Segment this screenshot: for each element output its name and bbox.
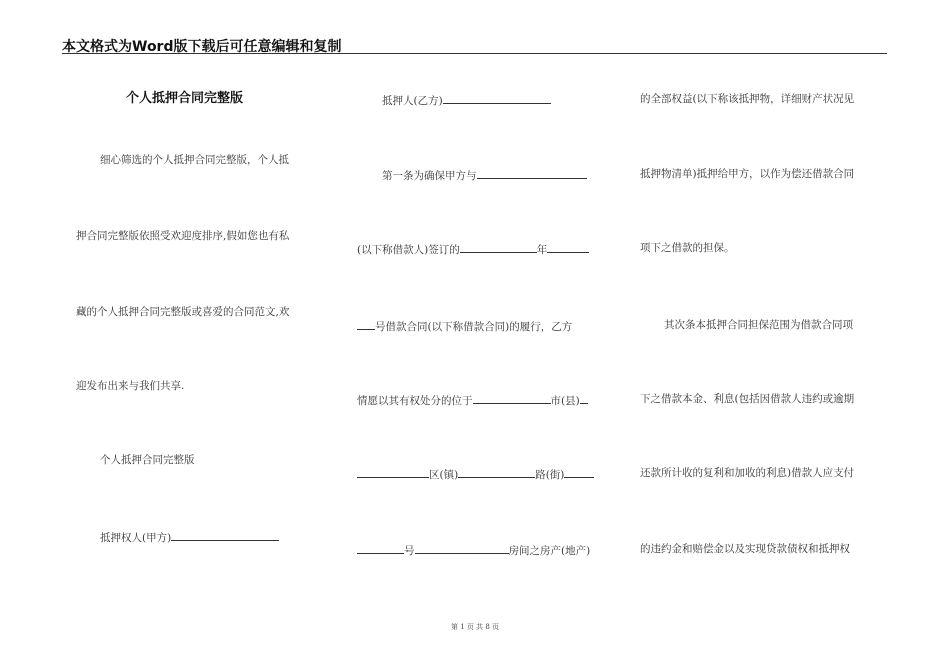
- city-blank[interactable]: [580, 392, 588, 404]
- clause1-text-b2: 年: [536, 244, 548, 256]
- clause1-text-b1: (以下称借款人)签订的: [357, 244, 460, 256]
- clause1-text-f2: 房间之房产(地产): [508, 545, 591, 557]
- room-blank[interactable]: [415, 542, 509, 554]
- clause1-text-d2: 市(县): [550, 395, 580, 407]
- right-line-5: 下之借款本金、利息(包括因借款人违约或逾期: [640, 393, 855, 405]
- intro-line-1: 细心筛选的个人抵押合同完整版，个人抵: [100, 154, 289, 166]
- clause1-line-c: [357, 318, 572, 334]
- clause1-text-d1: 情愿以其有权处分的位于: [357, 395, 473, 407]
- clause1-text-c: 号借款合同(以下称借款合同)的履行，乙方: [375, 321, 573, 333]
- intro-line-4: 迎发布出来与我们共享.: [76, 380, 185, 392]
- clause1-text-a: 第一条为确保甲方与: [382, 170, 477, 182]
- mortgagee-blank[interactable]: [171, 529, 279, 541]
- clause1-text-e2: 路(街): [535, 469, 565, 481]
- mortgagee-label: 抵押权人(甲方): [100, 532, 172, 544]
- year-blank[interactable]: [547, 241, 589, 253]
- section-subtitle: 个人抵押合同完整版: [100, 454, 195, 466]
- mortgagor-label: 抵押人(乙方): [382, 95, 443, 107]
- right-line-1: 的全部权益(以下称该抵押物，详细财产状况见: [640, 93, 855, 105]
- contract-signer-blank[interactable]: [460, 241, 537, 253]
- road-blank[interactable]: [458, 466, 535, 478]
- clause1-line-f: [357, 542, 590, 558]
- location-blank[interactable]: [473, 392, 551, 404]
- number-blank[interactable]: [357, 542, 404, 554]
- clause1-text-f1: 号: [404, 545, 415, 557]
- header-divider: [62, 53, 887, 54]
- contract-number-blank[interactable]: [357, 318, 375, 330]
- clause1-line-d: [357, 392, 588, 408]
- clause1-text-e1: 区(镇): [429, 469, 459, 481]
- clause1-line-e: [357, 466, 594, 482]
- right-line-6: 还款所计收的复利和加收的利息)借款人应支付: [640, 467, 855, 479]
- mortgagor-blank[interactable]: [443, 92, 551, 104]
- clause1-line-b: [357, 241, 589, 257]
- right-line-3: 项下之借款的担保。: [640, 242, 735, 254]
- mortgagor-line: [382, 92, 551, 108]
- street-blank[interactable]: [564, 466, 594, 478]
- document-title: 个人抵押合同完整版: [126, 91, 244, 106]
- document-header: 本文格式为Word版下载后可任意编辑和复制: [62, 39, 342, 55]
- right-line-2: 抵押物清单)抵押给甲方，以作为偿还借款合同: [640, 168, 855, 180]
- intro-line-3: 藏的个人抵押合同完整版或喜爱的合同范文,欢: [76, 306, 290, 318]
- lender-blank[interactable]: [477, 167, 587, 179]
- intro-line-2: 押合同完整版依照受欢迎度排序,假如您也有私: [76, 230, 290, 242]
- right-line-4: 其次条本抵押合同担保范围为借款合同项: [664, 319, 853, 331]
- right-line-7: 的违约金和赔偿金以及实现贷款债权和抵押权: [640, 543, 850, 555]
- page-number-footer: 第 1 页 共 8 页: [450, 623, 500, 631]
- mortgagee-line: [100, 529, 279, 545]
- district-blank[interactable]: [357, 466, 429, 478]
- clause1-line-a: [382, 167, 587, 183]
